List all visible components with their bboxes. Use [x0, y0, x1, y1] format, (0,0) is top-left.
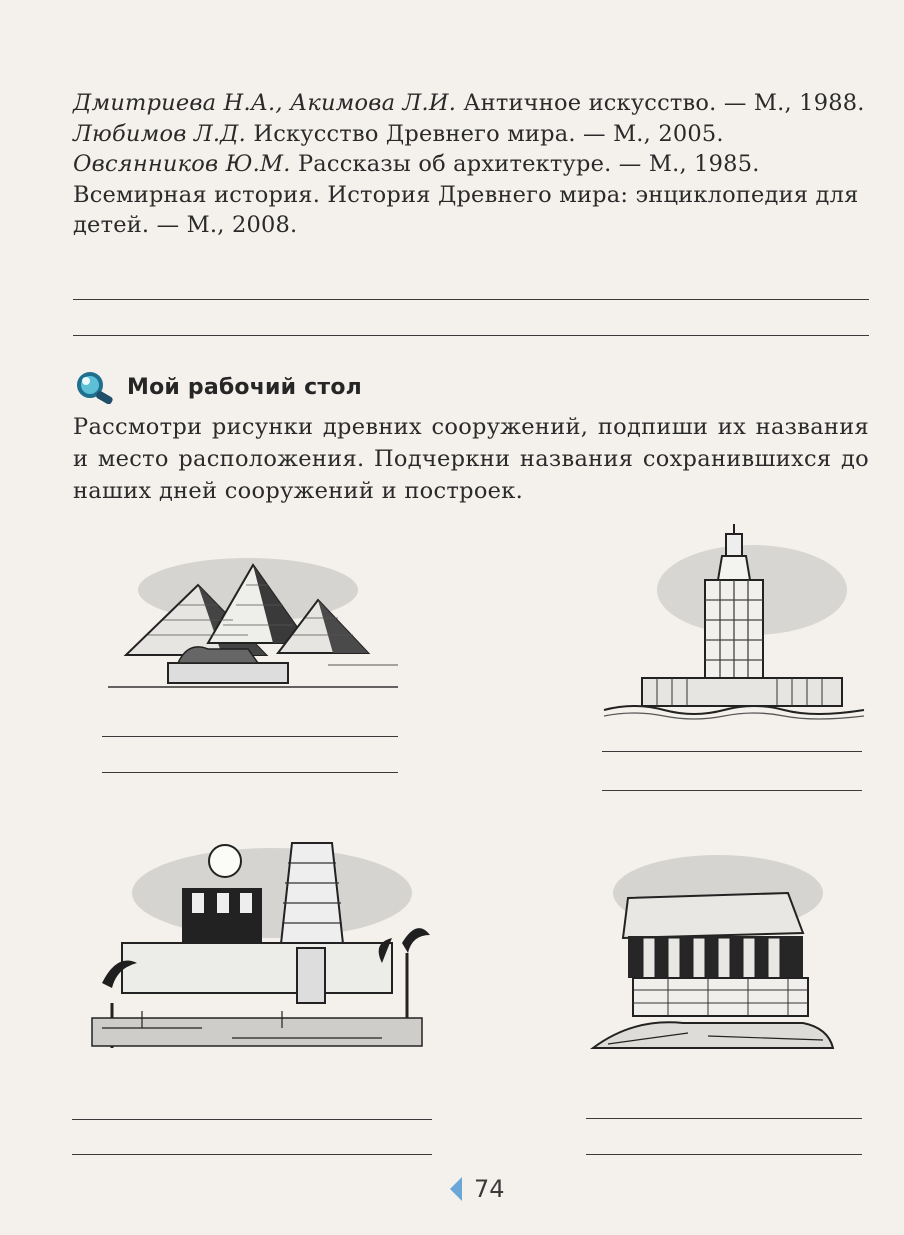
reference-item: Всемирная история. История Древнего мира: энциклопедия для детей. — М., 2008. — [73, 181, 859, 238]
page-number — [450, 1175, 505, 1203]
writing-line[interactable] — [72, 1154, 432, 1155]
section-title: Мой рабочий стол — [127, 374, 362, 400]
magnifier-icon — [73, 370, 121, 404]
writing-line[interactable] — [72, 1119, 432, 1120]
writing-line[interactable] — [586, 1154, 862, 1155]
writing-line[interactable] — [73, 299, 869, 300]
page-number-text: 74 — [474, 1175, 505, 1203]
writing-line[interactable] — [602, 790, 862, 791]
lighthouse-illustration — [602, 520, 867, 720]
pyramids-illustration — [98, 535, 408, 695]
writing-line[interactable] — [586, 1118, 862, 1119]
task-instructions: Рассмотри рисунки древних сооружений, подпиши их названия и место расположения. Подчеркни названия сохранившихся до наших дней сооружений и построек. — [73, 414, 869, 504]
writing-line[interactable] — [102, 736, 398, 737]
page-marker-icon — [450, 1177, 462, 1201]
erechtheion-illustration — [588, 848, 838, 1063]
section-heading — [73, 370, 362, 404]
writing-line[interactable] — [73, 335, 869, 336]
reference-item: Дмитриева Н.А., Акимова Л.И. Античное искусство. — М., 1988. — [73, 90, 865, 116]
reference-list — [73, 88, 873, 241]
reference-item: Любимов Л.Д. Искусство Древнего мира. — М., 2005. — [73, 120, 724, 147]
babylon-illustration — [82, 833, 432, 1063]
writing-line[interactable] — [602, 751, 862, 752]
reference-item: Овсянников Ю.М. Рассказы об архитектуре. — М., 1985. — [73, 151, 760, 177]
writing-line[interactable] — [102, 772, 398, 773]
